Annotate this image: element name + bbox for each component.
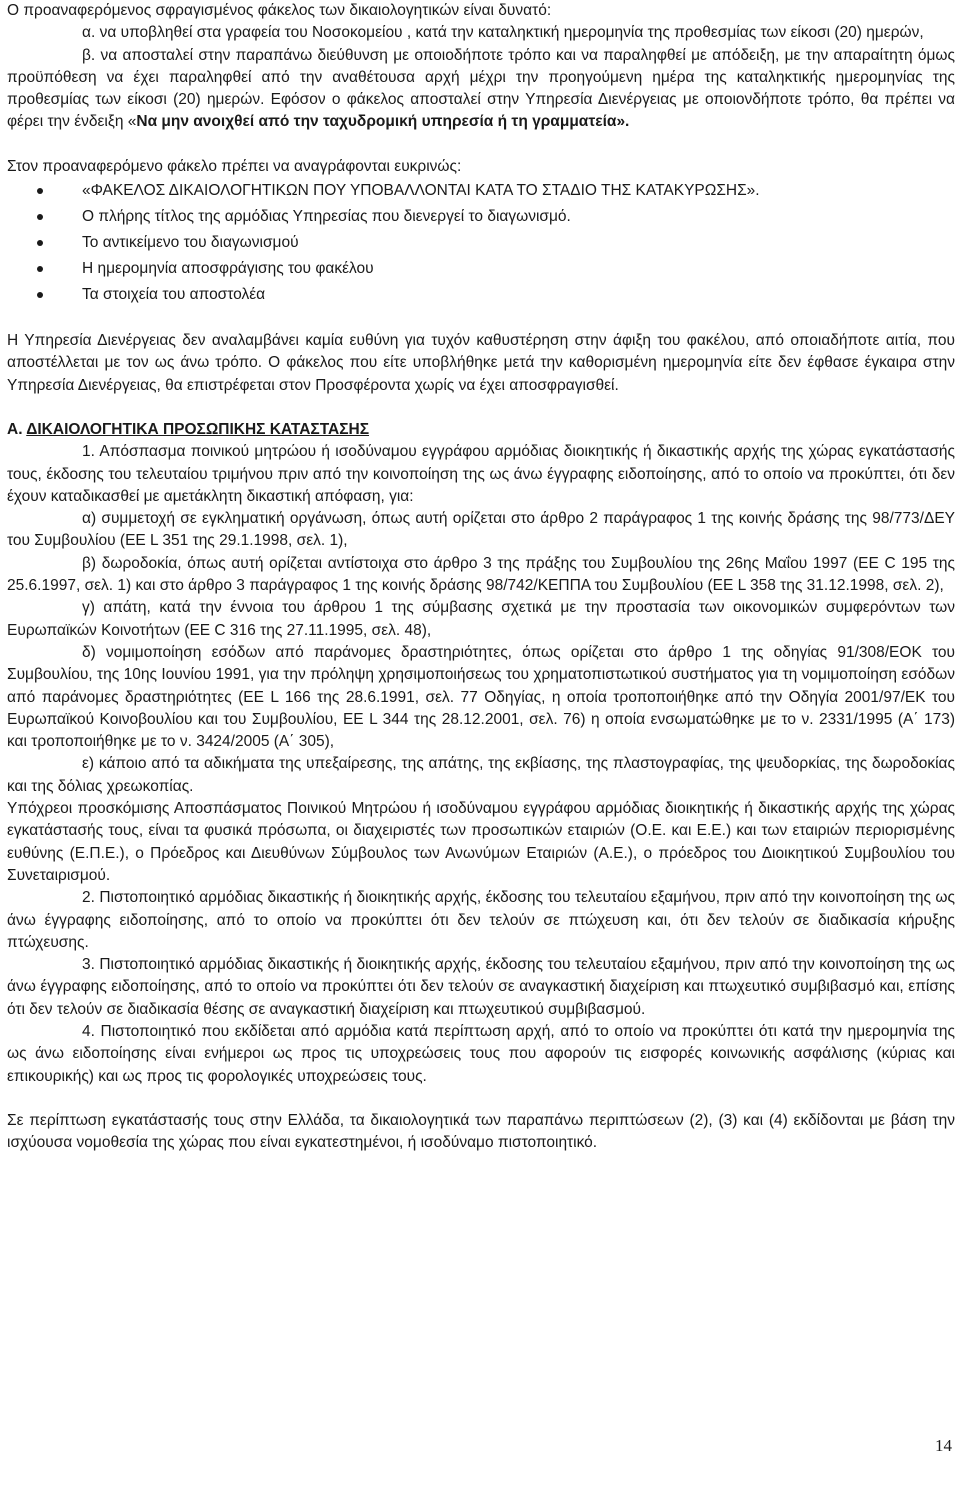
item-4: 4. Πιστοποιητικό που εκδίδεται από αρμόδια κατά περίπτωση αρχή, από το οποίο να προκύπτει ότι κατά την ημερομηνία της ως άνω ειδοποίησης είναι ενήμεροι ως προς τις υποχρεώσεις τους που αφορούν τις εισφορές κοινωνικής ασφάλισης (κύριας και επικουρικής) και ως προς τις φορολογικές υποχρεώσεις τους.: [7, 1022, 955, 1085]
item-1: 1. Απόσπασμα ποινικού μητρώου ή ισοδύναμου εγγράφου αρμόδιας διοικητικής ή δικαστικής αρχής της χώρας εγκατάστασής τους, έκδοσης του τελευταίου τριμήνου πριν από την κοινοποίηση της ως άνω έγγραφης ειδοποίησης, από το οποίο να προκύπτει, ότι δεν έχουν καταδικασθεί με αμετάκλητη δικαστική απόφαση, για:: [7, 443, 955, 505]
item-1b: β) δωροδοκία, όπως αυτή ορίζεται αντίστοιχα στο άρθρο 3 της πράξης του Συμβουλίου της 26ης Μαΐου 1997 (ΕΕ C 195 της 25.6.1997, σελ. 1) και στο άρθρο 3 παράγραφος 1 της κοινής δράσης 98/742/ΚΕΠΠΑ του Συμβουλίου (ΕΕ L 358 της 31.12.1998, σελ. 2),: [7, 554, 955, 595]
item-1-obligees: Υπόχρεοι προσκόμισης Αποσπάσματος Ποινικού Μητρώου ή ισοδύναμου εγγράφου αρμόδιας διοικητικής ή δικαστικής αρχής της χώρας εγκατάστασής τους, είναι τα φυσικά πρόσωπα, οι διαχειριστές των προσωπικών εταιριών (Ο.Ε. και Ε.Ε.) και των εταιριών περιορισμένης ευθύνης (Ε.Π.Ε.), ο Πρόεδρος και Διευθύνων Σύμβουλος των Ανωνύμων Εταιριών (Α.Ε.), ο πρόεδρος του Διοικητικού Συμβουλίου του Συνεταιρισμού.: [7, 800, 955, 884]
item-1e: ε) κάποιο από τα αδικήματα της υπεξαίρεσης, της απάτης, της εκβίασης, της πλαστογραφίας, της ψευδορκίας, της δωροδοκίας και της δόλιας χρεωκοπίας.: [7, 755, 955, 795]
bullet-item: Η ημερομηνία αποσφράγισης του φακέλου: [7, 256, 955, 282]
bullet-item: «ΦΑΚΕΛΟΣ ΔΙΚΑΙΟΛΟΓΗΤΙΚΩΝ ΠΟΥ ΥΠΟΒΑΛΛΟΝΤΑΙ ΚΑΤΑ ΤΟ ΣΤΑΔΙΟ ΤΗΣ ΚΑΤΑΚΥΡΩΣΗΣ».: [7, 178, 955, 204]
option-b: [7, 45, 955, 134]
closing-paragraph: Σε περίπτωση εγκατάστασής τους στην Ελλάδα, τα δικαιολογητικά των παραπάνω περιπτώσεων (2), (3) και (4) εκδίδονται με βάση την ισχύουσα νομοθεσία της χώρας που είναι εγκατεστημένοι, ή ισοδύναμο πιστοποιητικό.: [7, 1111, 955, 1152]
item-3: 3. Πιστοποιητικό αρμόδιας δικαστικής ή διοικητικής αρχής, έκδοσης του τελευταίου εξαμήνου, πριν από την κοινοποίηση της ως άνω έγγραφης ειδοποίησης, από το οποίο να προκύπτει ότι δεν τελούν σε αναγκαστική διαχείριση και πτωχευτικό συμβιβασμό και, επίσης ότι δεν τελούν σε διαδικασία θέσης σε αναγκαστική διαχείριση και πτωχευτικού συμβιβασμού.: [7, 956, 955, 1018]
section-heading: [7, 419, 955, 441]
item-1d: δ) νομιμοποίηση εσόδων από παράνομες δραστηριότητες, όπως ορίζεται στο άρθρο 1 της οδηγίας 91/308/ΕΟΚ του Συμβουλίου, της 10ης Ιουνίου 1991, για την πρόληψη χρησιμοποιήσεως του χρηματοπιστωτικού συστήματος για τη νομιμοποίηση εσόδων από παράνομες δραστηριότητες (ΕΕ L 166 της 28.6.1991, σελ. 77 Οδηγίας, η οποία τροποποιήθηκε από την Οδηγία 2001/97/ΕΚ του Ευρωπαϊκού Κοινοβουλίου και του Συμβουλίου, ΕΕ L 344 της 28.12.2001, σελ. 76) η οποία ενσωματώθηκε με το ν. 2331/1995 (Α΄ 173) και τροποποιήθηκε με το ν. 3424/2005 (Α΄ 305),: [7, 643, 955, 751]
document-page: [7, 0, 955, 1154]
option-b-bold: Να μην ανοιχθεί από την ταχυδρομική υπηρεσία ή τη γραμματεία: [136, 113, 617, 131]
bullet-item: Το αντικείμενο του διαγωνισμού: [7, 230, 955, 256]
bullet-item: Ο πλήρης τίτλος της αρμόδιας Υπηρεσίας που διενεργεί το διαγωνισμό.: [7, 204, 955, 230]
page-number: 14: [935, 1436, 952, 1455]
envelope-bullets: [7, 178, 955, 308]
item-1c: γ) απάτη, κατά την έννοια του άρθρου 1 της σύμβασης σχετικά με την προστασία των οικονομικών συμφερόντων των Ευρωπαϊκών Κοινοτήτων (ΕΕ C 316 της 27.11.1995, σελ. 48),: [7, 599, 955, 639]
intro-paragraph: Ο προαναφερόμενος σφραγισμένος φάκελος των δικαιολογητικών είναι δυνατό:: [7, 2, 552, 19]
option-b-end: ».: [616, 113, 630, 131]
liability-paragraph: Η Υπηρεσία Διενέργειας δεν αναλαμβάνει καμία ευθύνη για τυχόν καθυστέρηση στην άφιξη του φακέλου, από οποιαδήποτε αιτία, που αποστέλλεται με τον ως άνω τρόπο. Ο φάκελος που είτε υποβλήθηκε μετά την καθορισμένη ημερομηνία είτε δεν έφθασε έγκαιρα στην Υπηρεσία Διενέργειας, θα επιστρέφεται στον Προσφέροντα χωρίς να έχει αποσφραγισθεί.: [7, 332, 955, 394]
envelope-instructions: Στον προαναφερόμενο φάκελο πρέπει να αναγράφονται ευκρινώς:: [7, 157, 462, 175]
bullet-item: Τα στοιχεία του αποστολέα: [7, 282, 955, 308]
section-prefix: Α.: [7, 420, 23, 438]
item-2: 2. Πιστοποιητικό αρμόδιας δικαστικής ή διοικητικής αρχής, έκδοσης του τελευταίου εξαμήνου, πριν από την κοινοποίηση της ως άνω έγγραφης ειδοποίησης, από το οποίο να προκύπτει ότι δεν τελούν σε πτώχευση και, ότι δεν τελούν σε διαδικασία κήρυξης πτώχευσης.: [7, 889, 955, 951]
item-1a: α) συμμετοχή σε εγκληματική οργάνωση, όπως αυτή ορίζεται στο άρθρο 2 παράγραφος 1 της κοινής δράσης της 98/773/ΔΕΥ του Συμβουλίου (ΕΕ L 351 της 29.1.1998, σελ. 1),: [7, 510, 955, 550]
section-title: ΔΙΚΑΙΟΛΟΓΗΤΙΚΑ ΠΡΟΣΩΠΙΚΗΣ ΚΑΤΑΣΤΑΣΗΣ: [26, 420, 370, 438]
option-b-text: β. να αποσταλεί στην παραπάνω διεύθυνση με οποιοδήποτε τρόπο και να παραληφθεί με απόδειξη, με την απαραίτητη όμως προϋπόθεση να έχει παραληφθεί από την αναθέτουσα αρχή μέχρι την προηγούμενη ημέρα της καταληκτικής ημερομηνίας της προθεσμίας των είκοσι (20) ημερών. Εφόσον ο φάκελος αποσταλεί στην Υπηρεσία Διενέργειας με οποιονδήποτε τρόπο, θα πρέπει να φέρει την ένδειξη «: [7, 46, 955, 131]
option-a: α. να υποβληθεί στα γραφεία του Νοσοκομείου , κατά την καταληκτική ημερομηνία της προθεσμίας των είκοσι (20) ημερών,: [82, 24, 924, 42]
